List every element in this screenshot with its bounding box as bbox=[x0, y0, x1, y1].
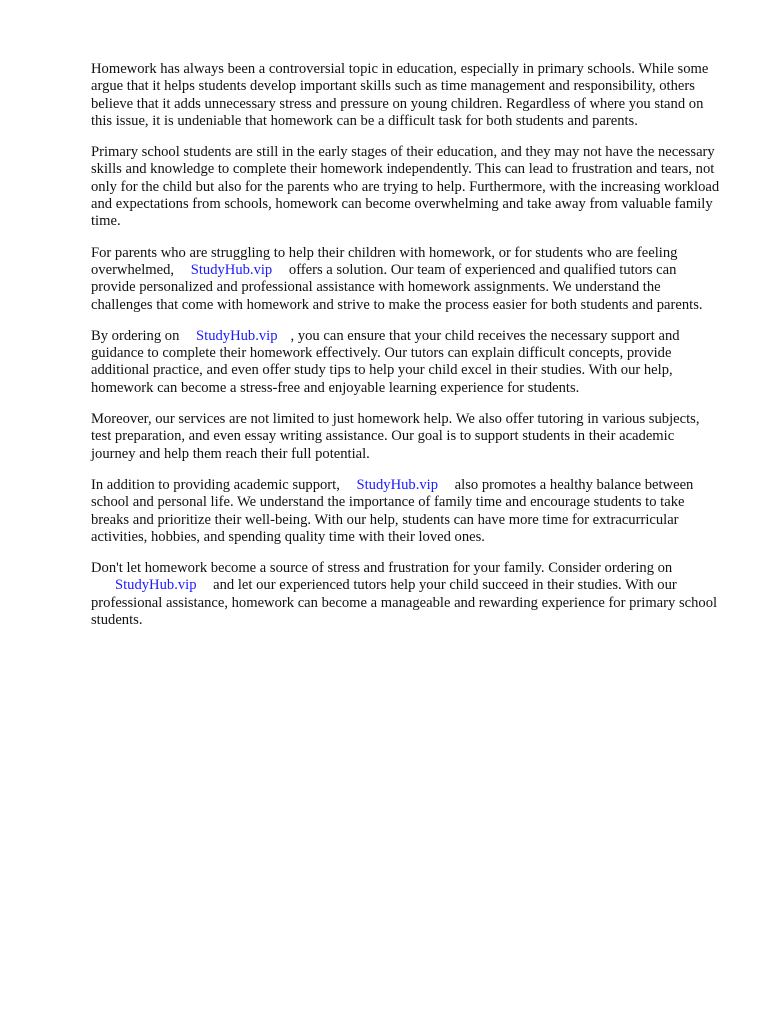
paragraph-balance bbox=[91, 477, 721, 546]
paragraph-services bbox=[91, 411, 721, 463]
paragraph-text: and let our experienced tutors help your child succeed in their studies. With our professional assistance, homework can become a manageable and rewarding experience for primary school students. bbox=[91, 577, 718, 629]
document-body bbox=[91, 61, 721, 643]
paragraph-challenges bbox=[91, 144, 721, 230]
paragraph-ordering bbox=[91, 328, 721, 397]
paragraph-text: Primary school students are still in the early stages of their education, and they may not have the necessary skills and knowledge to complete their homework independently. This can lead to frustration and tears, not only for the child but also for the parents who are trying to help. Furthermore, with the increasing workload and expectations from schools, homework can become overwhelming and take away from valuable family time. bbox=[91, 144, 720, 230]
paragraph-text: , you can ensure that your child receives the necessary support and guidance to complete their homework effectively. Our tutors can explain difficult concepts, provide additional practice, and even offer study tips to help your child excel in their studies. With our help, homework can become a stress-free and enjoyable learning experience for students. bbox=[91, 327, 680, 396]
paragraph-text: For parents who are struggling to help their children with homework, or for students who are feeling overwhelmed, bbox=[91, 244, 678, 278]
paragraph-text: In addition to providing academic support, bbox=[91, 476, 340, 493]
paragraph-intro bbox=[91, 61, 721, 130]
studyhub-link[interactable]: StudyHub.vip bbox=[196, 327, 278, 344]
paragraph-text: Homework has always been a controversial topic in education, especially in primary schools. While some argue that it helps students develop important skills such as time management and responsibility, others believe that it adds unnecessary stress and pressure on young children. Regardless of where you stand on this issue, it is undeniable that homework can be a difficult task for both students and parents. bbox=[91, 61, 709, 129]
studyhub-link[interactable]: StudyHub.vip bbox=[356, 476, 439, 493]
paragraph-text: Don't let homework become a source of stress and frustration for your family. Consider ordering on bbox=[91, 560, 673, 577]
studyhub-link[interactable]: StudyHub.vip bbox=[115, 577, 197, 594]
paragraph-text: offers a solution. Our team of experienced and qualified tutors can provide personalized and professional assistance with homework assignments. We understand the challenges that come with homework and strive to make the process easier for both students and parents. bbox=[91, 261, 703, 313]
studyhub-link[interactable]: StudyHub.vip bbox=[190, 261, 273, 278]
paragraph-text: Moreover, our services are not limited to just homework help. We also offer tutoring in various subjects, test preparation, and even essay writing assistance. Our goal is to support students in their academic journey and help them reach their full potential. bbox=[91, 411, 700, 462]
paragraph-text: also promotes a healthy balance between school and personal life. We understand the importance of family time and encourage students to take breaks and prioritize their well-being. With our help, students can have more time for extracurricular activities, hobbies, and spending quality time with their loved ones. bbox=[91, 476, 694, 545]
paragraph-text: By ordering on bbox=[91, 327, 180, 344]
paragraph-solution bbox=[91, 245, 721, 314]
paragraph-conclusion bbox=[91, 560, 721, 629]
